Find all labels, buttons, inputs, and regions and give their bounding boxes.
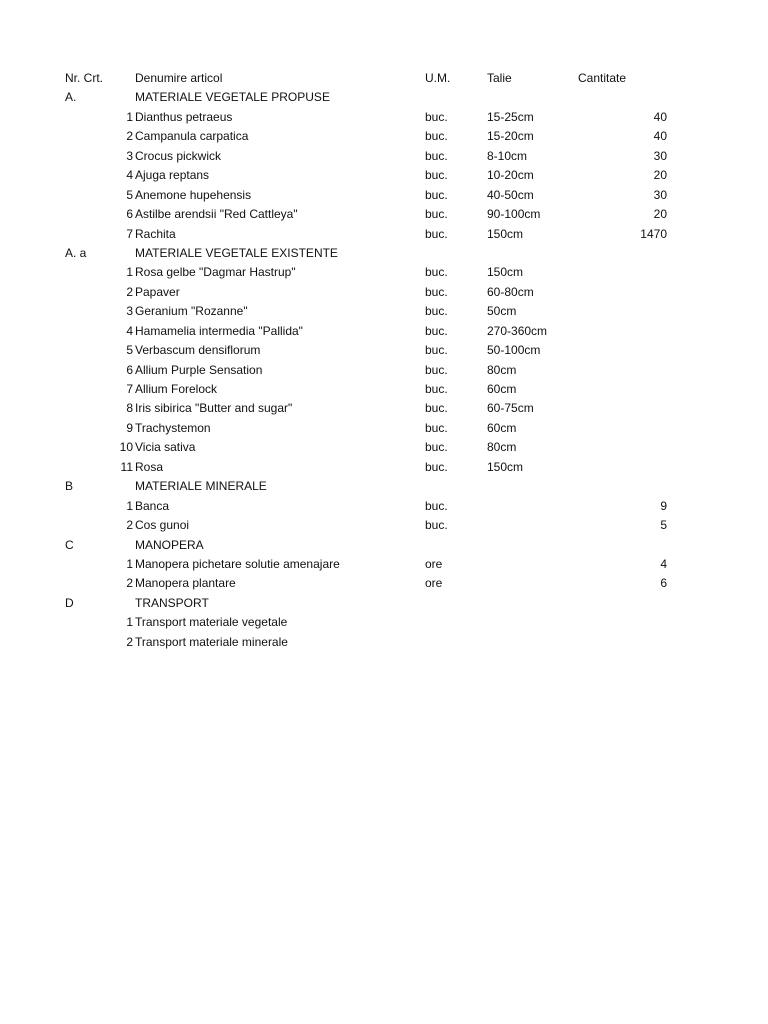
- header-talie: Talie: [487, 71, 512, 85]
- cell-nr-crt: 8: [126, 401, 133, 416]
- cell-cantitate: 20: [653, 168, 667, 183]
- cell-nr-crt: 10: [119, 440, 133, 455]
- table-row: [0, 225, 768, 244]
- header-um: U.M.: [425, 71, 451, 85]
- cell-um: ore: [425, 576, 443, 591]
- cell-um: buc.: [425, 226, 448, 241]
- cell-talie: 80cm: [487, 362, 517, 377]
- table-row: [0, 361, 768, 380]
- table-row: [0, 380, 768, 399]
- cell-nr-crt: 2: [126, 518, 133, 533]
- cell-denumire: Transport materiale minerale: [135, 634, 288, 649]
- cell-nr-crt: 9: [126, 420, 133, 435]
- cell-um: buc.: [425, 440, 448, 455]
- cell-nr-crt: 1: [126, 498, 133, 513]
- cell-talie: 60cm: [487, 382, 517, 396]
- cell-nr-crt: 7: [126, 382, 133, 396]
- cell-talie: 60-75cm: [487, 401, 534, 416]
- section-title: MATERIALE MINERALE: [135, 479, 267, 494]
- cell-talie: 150cm: [487, 459, 524, 474]
- cell-um: buc.: [425, 168, 448, 183]
- cell-denumire: Crocus pickwick: [135, 148, 222, 163]
- cell-nr-crt: B: [65, 479, 74, 494]
- cell-talie: 40-50cm: [487, 187, 534, 202]
- cell-nr-crt: 1: [126, 556, 133, 571]
- cell-talie: 50-100cm: [487, 343, 541, 358]
- table-row: [0, 613, 768, 632]
- table-row: [0, 458, 768, 477]
- cell-denumire: Allium Forelock: [135, 382, 218, 396]
- cell-nr-crt: 4: [126, 323, 133, 338]
- cell-nr-crt: C: [65, 537, 74, 552]
- cell-um: buc.: [425, 187, 448, 202]
- cell-um: buc.: [425, 401, 448, 416]
- cell-talie: 50cm: [487, 304, 517, 319]
- table-body: [0, 88, 768, 652]
- section-row: [0, 244, 768, 263]
- table-row: [0, 322, 768, 341]
- table-row: [0, 127, 768, 146]
- section-title: MATERIALE VEGETALE PROPUSE: [135, 90, 330, 105]
- cell-cantitate: 40: [653, 129, 667, 144]
- cell-nr-crt: 3: [126, 304, 133, 319]
- cell-cantitate: 9: [660, 498, 667, 513]
- table-row: [0, 419, 768, 438]
- section-row: [0, 88, 768, 107]
- cell-um: buc.: [425, 304, 448, 319]
- cell-nr-crt: 4: [126, 168, 133, 183]
- table-row: [0, 399, 768, 418]
- cell-cantitate: 6: [660, 576, 667, 591]
- cell-talie: 60cm: [487, 420, 517, 435]
- cell-denumire: Rosa gelbe "Dagmar Hastrup": [135, 265, 296, 280]
- cell-nr-crt: 6: [126, 362, 133, 377]
- table-row: [0, 205, 768, 224]
- cell-cantitate: 30: [653, 187, 667, 202]
- cell-denumire: Astilbe arendsii "Red Cattleya": [135, 207, 298, 222]
- cell-cantitate: 40: [653, 109, 667, 124]
- cell-talie: 60-80cm: [487, 284, 534, 299]
- cell-talie: 150cm: [487, 226, 524, 241]
- cell-denumire: Dianthus petraeus: [135, 109, 233, 124]
- cell-denumire: Anemone hupehensis: [135, 187, 252, 202]
- cell-nr-crt: A.: [65, 90, 77, 105]
- header-row: [0, 69, 768, 88]
- cell-um: buc.: [425, 362, 448, 377]
- cell-denumire: Ajuga reptans: [135, 168, 210, 183]
- cell-talie: 150cm: [487, 265, 524, 280]
- table-row: [0, 186, 768, 205]
- table-row: [0, 516, 768, 535]
- section-title: MANOPERA: [135, 537, 204, 552]
- section-row: [0, 594, 768, 613]
- materials-table: [0, 69, 768, 652]
- cell-nr-crt: 2: [126, 576, 133, 591]
- cell-talie: 10-20cm: [487, 168, 534, 183]
- cell-nr-crt: D: [65, 595, 74, 610]
- cell-um: buc.: [425, 207, 448, 222]
- table-row: [0, 574, 768, 593]
- cell-nr-crt: 2: [126, 284, 133, 299]
- cell-denumire: Rachita: [135, 226, 176, 241]
- table-row: [0, 283, 768, 302]
- cell-denumire: Verbascum densiflorum: [135, 343, 261, 358]
- header-denumire-articol: Denumire articol: [135, 71, 223, 85]
- cell-nr-crt: 2: [126, 129, 133, 144]
- header-cantitate: Cantitate: [578, 71, 627, 85]
- cell-nr-crt: A. a: [65, 245, 87, 260]
- cell-cantitate: 30: [653, 148, 667, 163]
- cell-denumire: Transport materiale vegetale: [135, 615, 288, 630]
- cell-um: buc.: [425, 109, 448, 124]
- table-row: [0, 341, 768, 360]
- cell-talie: 15-25cm: [487, 109, 534, 124]
- cell-denumire: Manopera pichetare solutie amenajare: [135, 556, 340, 571]
- cell-cantitate: 4: [660, 556, 667, 571]
- cell-nr-crt: 3: [126, 148, 133, 163]
- cell-um: buc.: [425, 284, 448, 299]
- cell-um: buc.: [425, 518, 448, 533]
- cell-cantitate: 1470: [640, 226, 667, 241]
- cell-talie: 90-100cm: [487, 207, 541, 222]
- cell-denumire: Geranium "Rozanne": [135, 304, 248, 319]
- cell-nr-crt: 5: [126, 343, 133, 358]
- cell-denumire: Iris sibirica "Butter and sugar": [135, 401, 293, 416]
- table-row: [0, 555, 768, 574]
- header-nr-crt: Nr. Crt.: [65, 71, 103, 85]
- section-row: [0, 536, 768, 555]
- cell-denumire: Vicia sativa: [135, 440, 196, 455]
- cell-um: buc.: [425, 420, 448, 435]
- cell-nr-crt: 7: [126, 226, 133, 241]
- cell-denumire: Rosa: [135, 459, 164, 474]
- cell-denumire: Allium Purple Sensation: [135, 362, 263, 377]
- cell-nr-crt: 1: [126, 615, 133, 630]
- cell-nr-crt: 2: [126, 634, 133, 649]
- cell-denumire: Trachystemon: [135, 420, 211, 435]
- cell-um: buc.: [425, 129, 448, 144]
- cell-denumire: Papaver: [135, 284, 180, 299]
- cell-denumire: Campanula carpatica: [135, 129, 249, 144]
- section-row: [0, 477, 768, 496]
- cell-nr-crt: 1: [126, 265, 133, 280]
- cell-nr-crt: 5: [126, 187, 133, 202]
- section-title: TRANSPORT: [135, 595, 209, 610]
- cell-um: buc.: [425, 498, 448, 513]
- cell-nr-crt: 1: [126, 109, 133, 124]
- table-row: [0, 108, 768, 127]
- cell-talie: 270-360cm: [487, 323, 548, 338]
- cell-denumire: Hamamelia intermedia "Pallida": [135, 323, 303, 338]
- cell-um: buc.: [425, 382, 448, 396]
- cell-denumire: Banca: [135, 498, 170, 513]
- cell-cantitate: 5: [660, 518, 667, 533]
- cell-um: buc.: [425, 265, 448, 280]
- cell-um: buc.: [425, 459, 448, 474]
- table-row: [0, 263, 768, 282]
- table-row: [0, 166, 768, 185]
- cell-cantitate: 20: [653, 207, 667, 222]
- cell-um: buc.: [425, 343, 448, 358]
- cell-nr-crt: 11: [120, 459, 133, 474]
- cell-talie: 80cm: [487, 440, 517, 455]
- cell-um: buc.: [425, 148, 448, 163]
- cell-um: buc.: [425, 323, 448, 338]
- cell-talie: 8-10cm: [487, 148, 528, 163]
- table-row: [0, 497, 768, 516]
- table-row: [0, 302, 768, 321]
- cell-denumire: Cos gunoi: [135, 518, 190, 533]
- cell-denumire: Manopera plantare: [135, 576, 236, 591]
- table-row: [0, 147, 768, 166]
- cell-nr-crt: 6: [126, 207, 133, 222]
- table-row: [0, 438, 768, 457]
- table-row: [0, 633, 768, 652]
- cell-um: ore: [425, 556, 443, 571]
- cell-talie: 15-20cm: [487, 129, 534, 144]
- section-title: MATERIALE VEGETALE EXISTENTE: [135, 245, 338, 260]
